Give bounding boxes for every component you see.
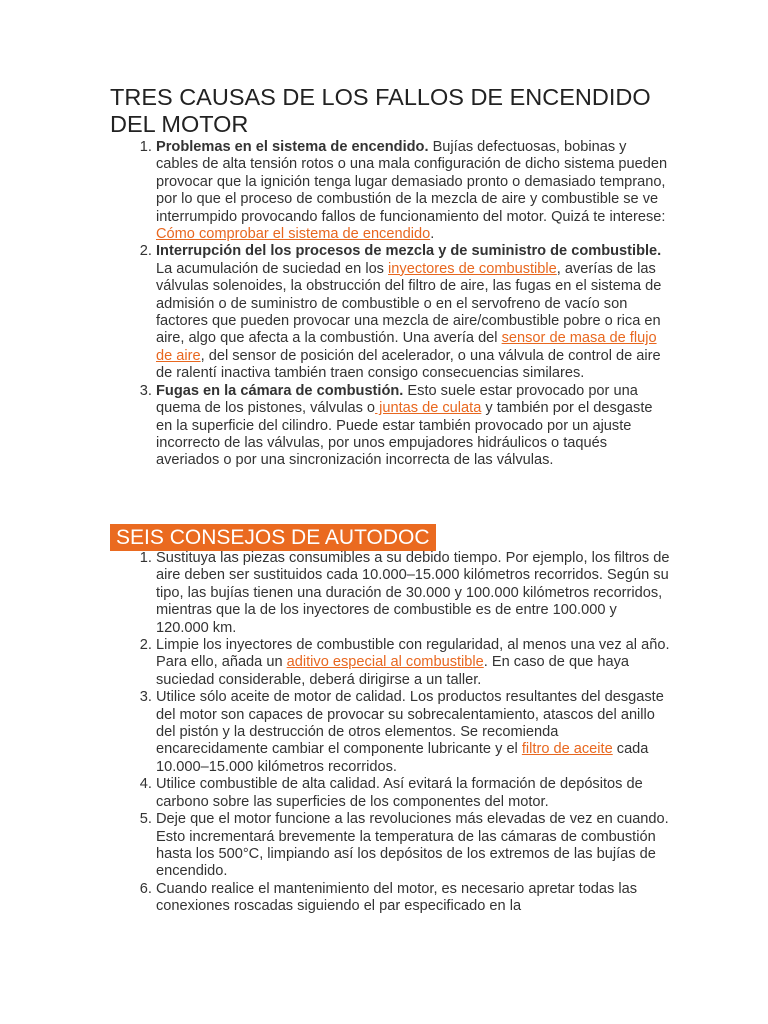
- list-item: [156, 881, 670, 916]
- paragraph-text: , del sensor de posición del acelerador, o una válvula de control de aire de ralentí inactiva también traen consigo consecuencias similares.: [156, 347, 661, 382]
- cause-heading: Interrupción del los procesos de mezcla y de suministro de combustible.: [156, 243, 662, 260]
- list-item: [156, 383, 670, 470]
- list-item: [156, 689, 670, 776]
- list-item: [156, 243, 670, 382]
- list-item: [156, 550, 670, 637]
- list-item: [156, 139, 670, 243]
- tips-list: [110, 550, 670, 916]
- paragraph-text: La acumulación de suciedad en los: [156, 260, 389, 277]
- section-heading: SEIS CONSEJOS DE AUTODOC: [110, 524, 436, 551]
- paragraph-text: y también por el desgaste en la superficie del cilindro. Puede estar también provocado por un ajuste incorrecto de las válvulas, por unos empujadores hidráulicos o taqués averiados o por una sincronización incorrecta de las válvulas.: [156, 400, 653, 469]
- link-filtro-aceite[interactable]: filtro de aceite: [521, 741, 613, 758]
- page-title: TRES CAUSAS DE LOS FALLOS DE ENCENDIDO DEL MOTOR: [110, 84, 651, 137]
- paragraph-text: Deje que el motor funcione a las revoluciones más elevadas de vez en cuando. Esto incrementará brevemente la temperatura de las cámaras de combustión hasta los 500°C, limpiando así los depósitos de los extremos de las bujías de encendido.: [156, 811, 669, 880]
- cause-heading: Problemas en el sistema de encendido.: [156, 139, 429, 155]
- link-sensor-flujo-aire[interactable]: sensor de masa de flujo de aire: [156, 330, 657, 364]
- paragraph-text: .: [430, 226, 435, 243]
- list-item: [156, 637, 670, 689]
- paragraph-text: . En caso de que haya suciedad considerable, deberá dirigirse a un taller.: [156, 654, 629, 688]
- paragraph-text: Cuando realice el mantenimiento del motor, es necesario apretar todas las conexiones roscadas siguiendo el par especificado en la: [156, 880, 638, 915]
- causes-list: [110, 139, 670, 470]
- list-item: [156, 811, 670, 881]
- cause-heading: Fugas en la cámara de combustión.: [156, 382, 404, 399]
- paragraph-text: Sustituya las piezas consumibles a su debido tiempo. Por ejemplo, los filtros de aire deben ser sustituidos cada 10.000–15.000 kilómetros recorridos. Según su tipo, las bujías tienen una duración de 30.000 y 100.000 kilómetros recorridos, mientras que la de los inyectores de combustible es de entre 100.000 y 120.000 km.: [156, 550, 670, 636]
- paragraph-text: , averías de las válvulas solenoides, la obstrucción del filtro de aire, las fugas en el sistema de admisión o de suministro de combustible o en el servofreno de vacío son factores que pueden provocar una mezcla de aire/combustible pobre o rica en aire, algo que afecta a la combustión. Una avería del: [156, 260, 662, 347]
- paragraph-text: Esto suele estar provocado por una quema de los pistones, válvulas o: [156, 382, 638, 417]
- list-item: [156, 776, 670, 811]
- paragraph-text: Utilice combustible de alta calidad. Así evitará la formación de depósitos de carbono sobre las superficies de los componentes del motor.: [156, 776, 643, 810]
- link-inyectores[interactable]: inyectores de combustible: [388, 260, 557, 277]
- link-juntas-culata[interactable]: juntas de culata: [375, 400, 482, 417]
- paragraph-text: Limpie los inyectores de combustible con regularidad, al menos una vez al año. Para ello, añada un: [156, 637, 670, 671]
- link-sistema-encendido[interactable]: Cómo comprobar el sistema de encendido: [156, 226, 431, 243]
- paragraph-text: Utilice sólo aceite de motor de calidad. Los productos resultantes del desgaste del motor son capaces de provocar su sobrecalentamiento, atascos del anillo del pistón y la destrucción de otros elementos. Se recomienda encarecidamente cambiar el componente lubricante y el: [156, 689, 664, 758]
- paragraph-text: cada 10.000–15.000 kilómetros recorridos.: [156, 741, 649, 775]
- link-aditivo-combustible[interactable]: aditivo especial al combustible: [286, 654, 484, 671]
- paragraph-text: Bujías defectuosas, bobinas y cables de alta tensión rotos o una mala configuración de dicho sistema pueden provocar que la ignición tenga lugar demasiado pronto o demasiado temprano, por lo que el proceso de combustión de la mezcla de aire y combustible se ve interrumpido provocando fallos de funcionamiento del motor. Quizá te interese:: [156, 139, 668, 225]
